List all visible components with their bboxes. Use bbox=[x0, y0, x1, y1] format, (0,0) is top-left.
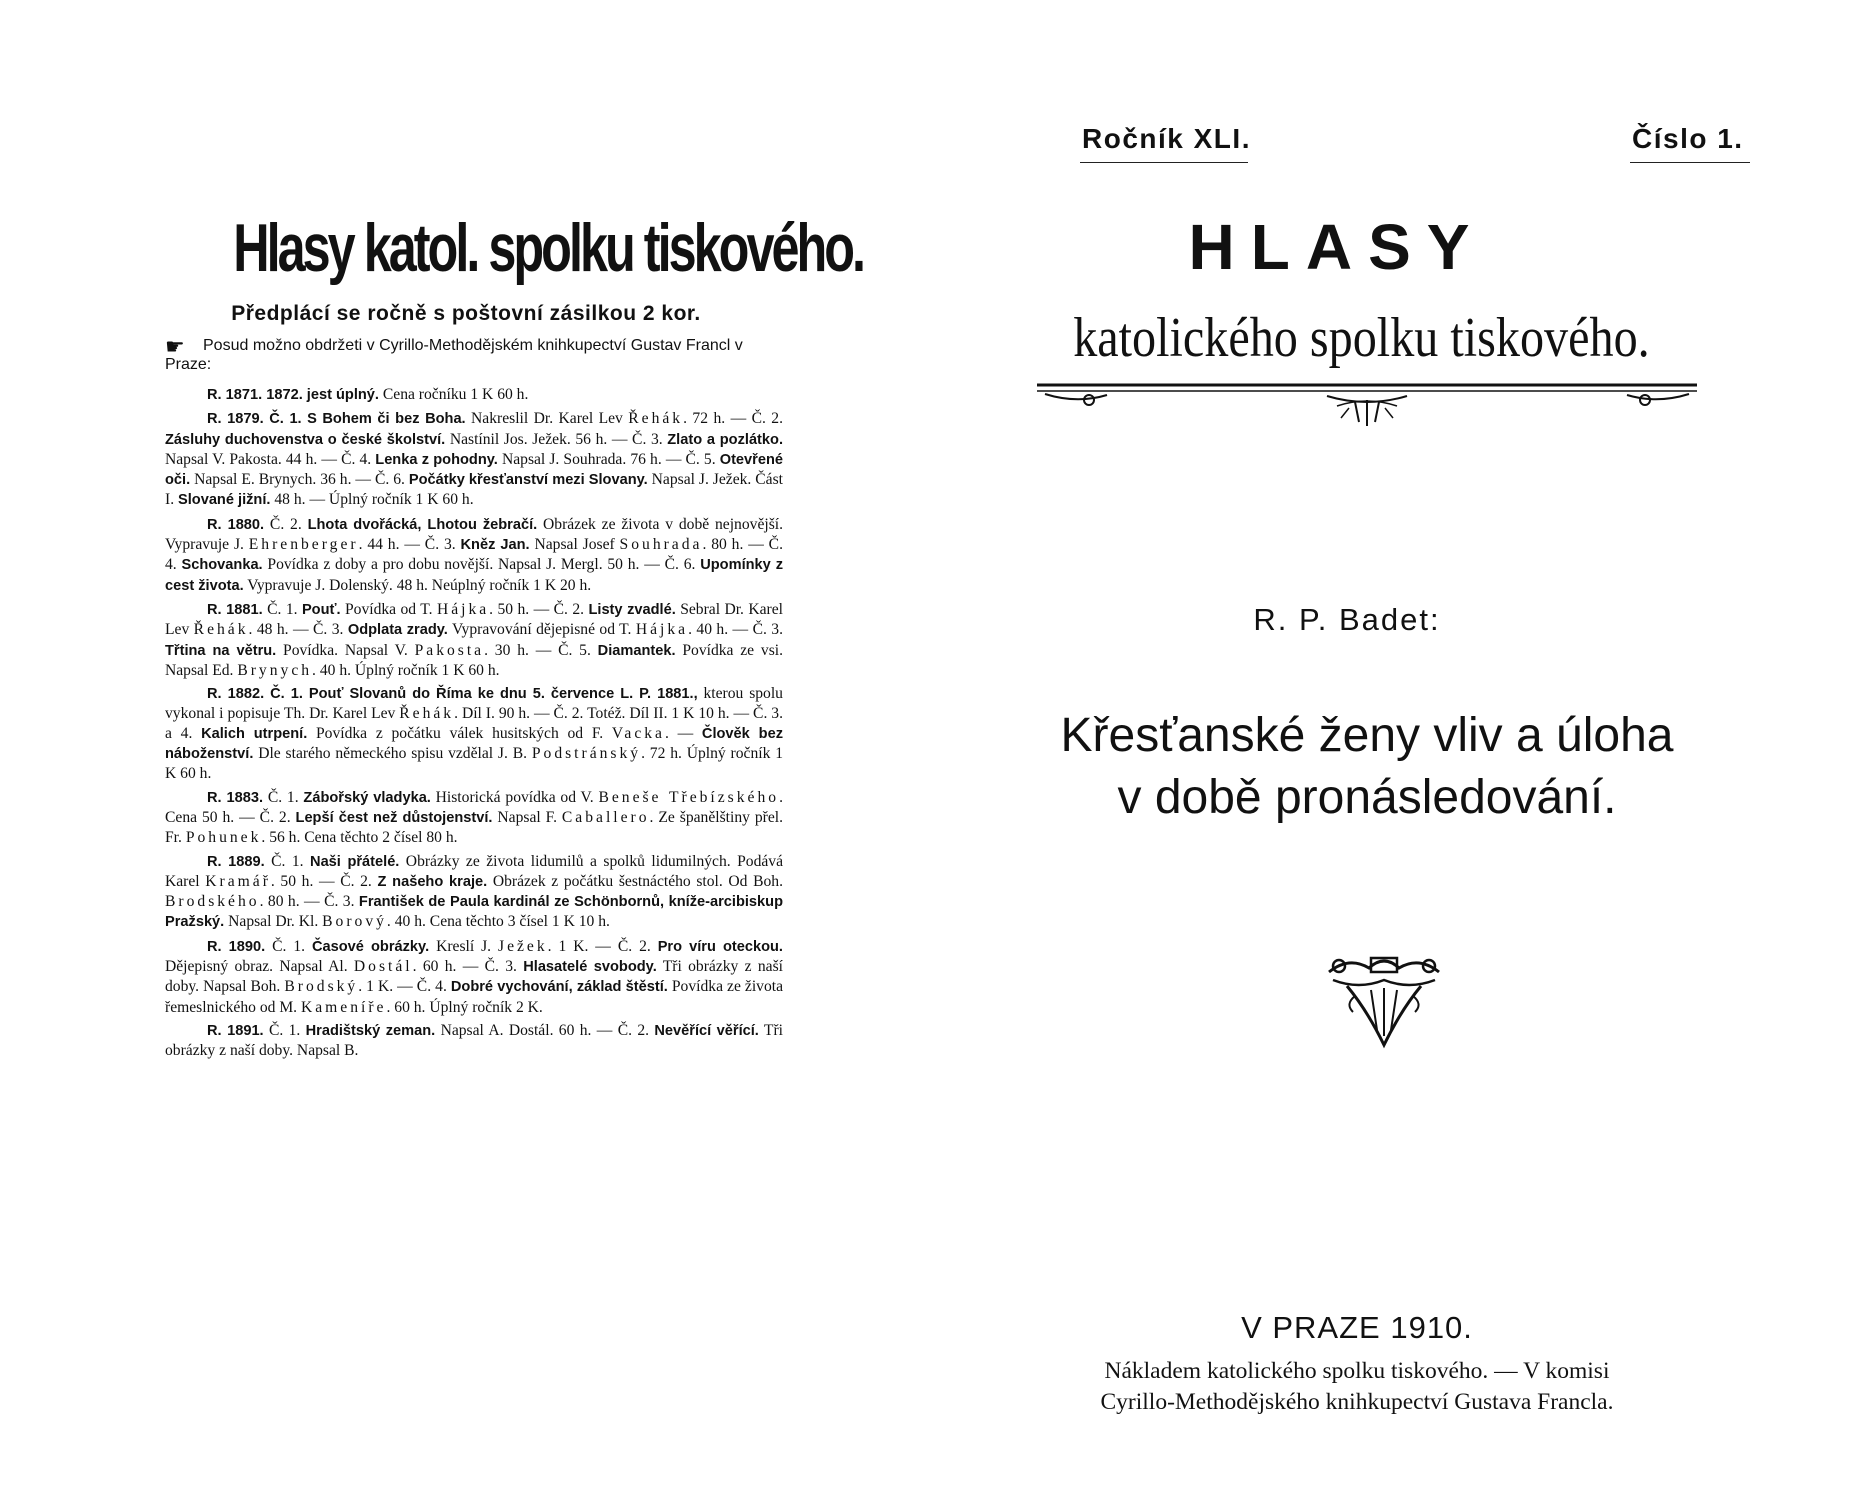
series-subtitle: katolického spolku tiskového. bbox=[1073, 307, 1650, 369]
ornamental-rule-icon bbox=[1037, 382, 1697, 432]
catalog-entry-1883: R. 1883. Č. 1. Zábořský vladyka. Historická povídka od V. Beneše Třebízského. Cena 50 h. — Č. 2. Lepší čest než důstojenství. Napsal F. Caballero. Ze španělštiny přel. Fr. Pohunek. 56 h. Cena těchto 2 čísel 80 h. bbox=[165, 788, 783, 847]
right-page bbox=[927, 0, 1854, 1500]
publisher-line-1: Nákladem katolického spolku tiskového. — V komisi bbox=[1104, 1358, 1610, 1384]
place-year: V PRAZE 1910. bbox=[1241, 1310, 1473, 1345]
catalog-entry-1871: R. 1871. 1872. jest úplný. Cena ročníku 1 K 60 h. bbox=[207, 386, 529, 403]
availability-note: Posud možno obdržeti v Cyrillo-Methodějském knihkupectví Gustav Francl v Praze: bbox=[165, 337, 743, 373]
work-title-line-1: Křesťanské ženy vliv a úloha bbox=[1060, 709, 1674, 762]
catalog-entry-1881: R. 1881. Č. 1. Pouť. Povídka od T. Hájka. 50 h. — Č. 2. Listy zvadlé. Sebral Dr. Karel Lev Řehák. 48 h. — Č. 3. Odplata zrady. Vypravování dějepisné od T. Hájka. 40 h. — Č. 3. Třtina na větru. Povídka. Napsal V. Pakosta. 30 h. — Č. 5. Diamantek. Povídka ze vsi. Napsal Ed. Brynych. 40 h. Úplný ročník 1 K 60 h. bbox=[165, 600, 783, 679]
publisher-line-2: Cyrillo-Methodějského knihkupectví Gustava Francla. bbox=[1100, 1389, 1614, 1415]
volume-label: Ročník XLI. bbox=[1082, 123, 1251, 154]
catalog-list bbox=[165, 385, 783, 1065]
catalog-title: Hlasy katol. spolku tiskového. bbox=[233, 210, 864, 286]
author-name: R. P. Badet: bbox=[1253, 602, 1441, 637]
catalog-entry-1889: R. 1889. Č. 1. Naši přátelé. Obrázky ze života lidumilů a spolků lidumilných. Podává Karel Kramář. 50 h. — Č. 2. Z našeho kraje. Obrázek z počátku šestnáctého stol. Od Boh. Brodského. 80 h. — Č. 3. František de Paula kardinál ze Schönbornů, kníže-arcibiskup Pražský. Napsal Dr. Kl. Borový. 40 h. Cena těchto 3 čísel 1 K 10 h. bbox=[165, 852, 784, 931]
series-title: HLASY bbox=[1188, 211, 1486, 283]
catalog-entry-1879: R. 1879. Č. 1. S Bohem či bez Boha. Nakreslil Dr. Karel Lev Řehák. 72 h. — Č. 2. Zásluhy duchovenstva o české školství. Nastínil Jos. Ježek. 56 h. — Č. 3. Zlato a pozlátko. Napsal V. Pakosta. 44 h. — Č. 4. Lenka z pohodny. Napsal J. Souhrada. 76 h. — Č. 5. Otevřené oči. Napsal E. Brynych. 36 h. — Č. 6. Počátky křesťanství mezi Slovany. Napsal J. Ježek. Část I. Slované jižní. 48 h. — Úplný ročník 1 K 60 h. bbox=[165, 410, 784, 509]
catalog-entry-1891: R. 1891. Č. 1. Hradištský zeman. Napsal A. Dostál. 60 h. — Č. 2. Nevěřící věřící. Tři obrázky z naší doby. Napsal B. bbox=[165, 1021, 783, 1060]
issue-label: Číslo 1. bbox=[1632, 123, 1744, 154]
catalog-entry-1882: R. 1882. Č. 1. Pouť Slovanů do Říma ke dnu 5. července L. P. 1881., kterou spolu vykonal i popisuje Th. Dr. Karel Lev Řehák. Díl I. 90 h. — Č. 2. Totéž. Díl II. 1 K 10 h. — Č. 3. a 4. Kalich utrpení. Povídka z počátku válek husitských od F. Vacka. — Člověk bez náboženství. Dle starého německého spisu vzdělal J. B. Podstránský. 72 h. Úplný ročník 1 K 60 h. bbox=[165, 685, 783, 783]
issue-underline bbox=[1630, 162, 1750, 163]
subscription-note: Předplácí se ročně s poštovní zásilkou 2 kor. bbox=[231, 302, 701, 325]
pointing-hand-icon: ☛ bbox=[165, 334, 185, 359]
publisher-imprint bbox=[1057, 1356, 1657, 1418]
catalog-entry-1880: R. 1880. Č. 2. Lhota dvořácká, Lhotou žebračí. Obrázek ze života v době nejnovější. Vypravuje J. Ehrenberger. 44 h. — Č. 3. Kněz Jan. Napsal Josef Souhrada. 80 h. — Č. 4. Schovanka. Povídka z doby a pro dobu novější. Napsal J. Mergl. 50 h. — Č. 6. Upomínky z cest života. Vypravuje J. Dolenský. 48 h. Neúplný ročník 1 K 20 h. bbox=[165, 515, 784, 594]
work-title bbox=[1037, 705, 1697, 829]
floral-ornament-icon bbox=[1319, 950, 1449, 1050]
work-title-line-2: v době pronásledování. bbox=[1117, 771, 1617, 824]
volume-underline bbox=[1080, 162, 1248, 163]
catalog-entry-1890: R. 1890. Č. 1. Časové obrázky. Kreslí J. Ježek. 1 K. — Č. 2. Pro víru oteckou. Dějepisný obraz. Napsal Al. Dostál. 60 h. — Č. 3. Hlasatelé svobody. Tři obrázky z naší doby. Napsal Boh. Brodský. 1 K. — Č. 4. Dobré vychování, základ štěstí. Povídka ze života řemeslnického od M. Kameníře. 60 h. Úplný ročník 2 K. bbox=[165, 937, 783, 1016]
